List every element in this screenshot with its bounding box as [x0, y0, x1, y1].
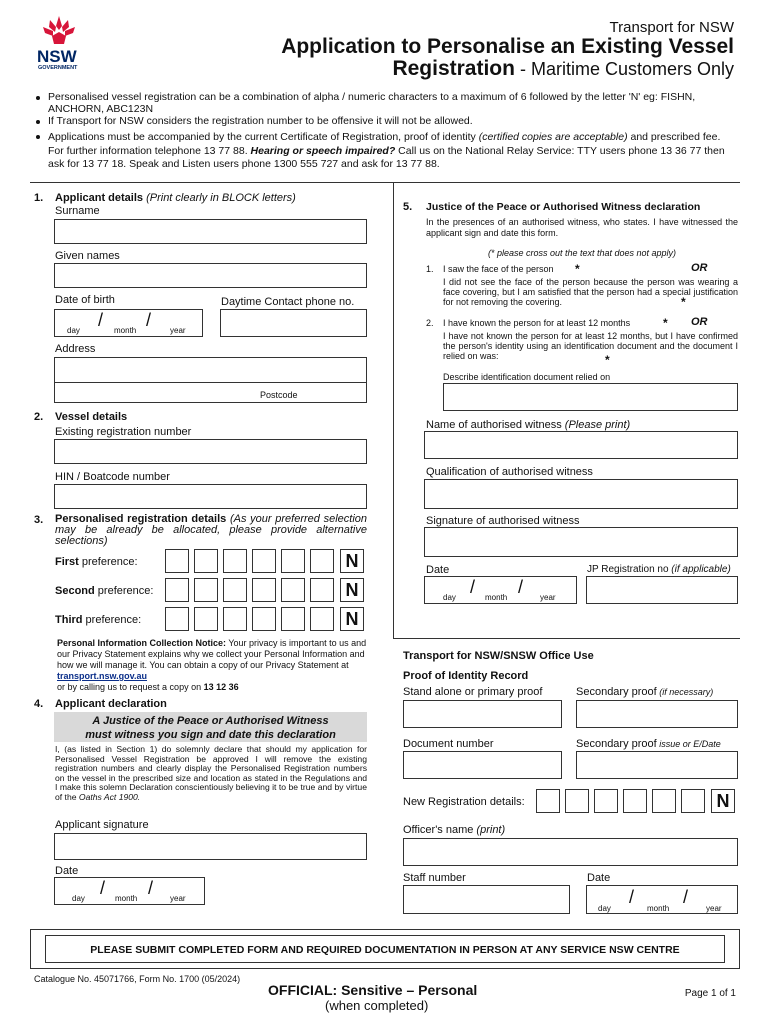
classification: OFFICIAL: Sensitive – Personal [268, 982, 478, 998]
standalone-label: Stand alone or primary proof [403, 686, 543, 698]
option-1b-star: * [681, 295, 686, 309]
secondary2-text: Secondary proof [576, 738, 657, 750]
pref-cell[interactable] [223, 549, 247, 573]
pref-cell[interactable] [281, 549, 305, 573]
hin-field[interactable] [54, 484, 367, 509]
second-pref-suffix: preference: [94, 585, 154, 597]
staff-field[interactable] [403, 885, 570, 914]
pref-cell[interactable] [252, 607, 276, 631]
pref-cell[interactable] [281, 578, 305, 602]
option-2b: I have not known the person for at least 12 months, but I have confirmed the person's identity using an identification document and the document I relied on was: [443, 331, 738, 361]
surname-field[interactable] [54, 219, 367, 244]
pref-cell[interactable] [310, 607, 334, 631]
appl-date-slash-1: / [100, 878, 106, 898]
bullet-dot [36, 120, 40, 124]
off-date-slash-1: / [629, 887, 635, 907]
applicant-details-heading: Applicant details [55, 192, 144, 204]
newreg-n-cell: N [711, 789, 735, 813]
third-pref-label [55, 614, 141, 626]
option-2b-star: * [605, 353, 610, 367]
second-pref-label [55, 585, 153, 597]
jp-reg-field[interactable] [586, 576, 738, 604]
witness-name-text: Name of authorised witness [426, 419, 562, 431]
first-word: First [55, 556, 79, 568]
personalised-note: (As your preferred selection may be already be allocated, please provide alternative selections) [55, 513, 368, 547]
dob-label: Date of birth [55, 294, 115, 306]
section-3-title [55, 514, 367, 547]
privacy-heading: Personal Information Collection Notice: [57, 638, 227, 648]
option-1b: I did not see the face of the person because the person was wearing a face covering, but I am satisfied that the person had a special justification for not removing the covering. [443, 277, 738, 307]
pref-cell[interactable] [165, 607, 189, 631]
privacy-link[interactable]: transport.nsw.gov.au [57, 671, 148, 681]
dob-year: year [170, 326, 186, 335]
pref-cell[interactable] [194, 578, 218, 602]
witness-name-field[interactable] [424, 431, 738, 459]
option-1-or: OR [691, 262, 708, 274]
bullet-3-c: and prescribed fee. For further information telephone 13 77 88. [48, 131, 721, 157]
jp-reg-label [587, 564, 731, 576]
docnum-label: Document number [403, 738, 494, 750]
third-word: Third [55, 614, 83, 626]
privacy-text: Your privacy is important to us and our Privacy Statement explains why we collect your Personal Information and how we will manage it. You can obtain a copy of our Privacy Statement at [57, 638, 367, 670]
pref-cell[interactable] [223, 578, 247, 602]
office-use-heading: Transport for NSW/SNSW Office Use [403, 650, 594, 662]
applicant-signature-field[interactable] [54, 833, 367, 860]
third-pref-suffix: preference: [82, 614, 142, 626]
section-3-num: 3. [34, 514, 44, 526]
pref-n-cell: N [340, 549, 364, 573]
pref-cell[interactable] [194, 549, 218, 573]
header-divider [30, 182, 740, 183]
secondary2-note: issue or E/Date [656, 739, 721, 749]
existing-reg-field[interactable] [54, 439, 367, 464]
privacy-text-2: or by calling us to request a copy on [57, 682, 204, 692]
applicant-date-label: Date [55, 865, 79, 877]
title-maritime: - Maritime Customers Only [514, 59, 734, 79]
witness-date-label: Date [426, 564, 450, 576]
wit-date-day: day [443, 593, 456, 602]
wit-date-year: year [540, 593, 556, 602]
submit-banner-outer [30, 929, 740, 969]
officer-field[interactable] [403, 838, 738, 866]
wit-date-slash-2: / [518, 577, 524, 597]
pref-cell[interactable] [252, 578, 276, 602]
section-1-title [55, 192, 296, 204]
waratah-icon [34, 14, 84, 48]
off-date-slash-2: / [683, 887, 689, 907]
existing-reg-label: Existing registration number [55, 426, 192, 438]
first-pref-label [55, 556, 138, 568]
page-title-line2 [392, 59, 734, 79]
catalogue-number: Catalogue No. 45071766, Form No. 1700 (05/2024) [34, 974, 241, 984]
witness-qual-label: Qualification of authorised witness [426, 466, 593, 478]
cross-out-note: (* please cross out the text that does not apply) [487, 248, 677, 258]
address-label: Address [55, 343, 96, 355]
bullet-dot [36, 135, 40, 139]
applicant-details-note: (Print clearly in BLOCK letters) [143, 192, 296, 204]
pref-n-cell: N [340, 607, 364, 631]
appl-date-day: day [72, 894, 85, 903]
pref-cell[interactable] [223, 607, 247, 631]
bullet-3-d: Hearing or speech impaired? [250, 144, 396, 157]
off-date-day: day [598, 904, 611, 913]
appl-date-year: year [170, 894, 186, 903]
phone-label: Daytime Contact phone no. [221, 296, 355, 308]
classification-note: (when completed) [325, 998, 429, 1013]
pref-cell[interactable] [165, 549, 189, 573]
given-names-label: Given names [55, 250, 120, 262]
option-1a: I saw the face of the person [443, 264, 554, 274]
office-date-label: Date [587, 872, 611, 884]
witness-qual-field[interactable] [424, 479, 738, 509]
submit-banner-inner [45, 935, 725, 963]
off-date-month: month [647, 904, 670, 913]
declaration-body: I, (as listed in Section 1) do solemnly declare that should my application for Personalised Vessel Registration be approved I will remove the existing registration numbers and clearly display the Personalised Registration numbers on the vessel in the prescribed size and location as stated in the Regulations and I make this solemn Declaration conscientiously believing it to be true and by virtue of the [55, 744, 367, 802]
dob-slash-2: / [146, 310, 152, 330]
witness-name-label [426, 419, 630, 431]
jp-heading: Justice of the Peace or Authorised Witness declaration [426, 201, 701, 213]
witness-sig-label: Signature of authorised witness [426, 515, 580, 527]
title-registration: Registration [392, 57, 515, 80]
officer-text: Officer's name [403, 824, 474, 836]
bullet-3-e: Call us on the National Relay Service: TTY users phone 13 36 77 then ask for 13 77 18. Speak and Listen users phone 1300 555 727 and ask for 13 77 88. [48, 144, 725, 170]
bullet-1: Personalised vessel registration can be a combination of alpha / numeric characters to a maximum of 6 followed by the letter 'N' eg: FISHN, ANCHORN, ABC123N [48, 91, 696, 115]
secondary-text: Secondary proof [576, 686, 657, 698]
postcode-label: Postcode [260, 390, 298, 400]
address-field[interactable] [54, 357, 367, 403]
pref-cell[interactable] [310, 578, 334, 602]
describe-doc-field[interactable] [443, 383, 738, 411]
witness-banner-line2: must witness you sign and date this declaration [85, 729, 336, 741]
page-number: Page 1 of 1 [684, 988, 736, 999]
witness-banner [54, 712, 367, 742]
second-word: Second [55, 585, 95, 597]
privacy-phone: 13 12 36 [203, 682, 239, 692]
bullet-3-b: (certified copies are acceptable) [478, 131, 628, 143]
jp-reg-note: (if applicable) [668, 564, 731, 575]
phone-field[interactable] [220, 309, 367, 337]
section-4-num: 4. [34, 698, 44, 710]
option-1a-star: * [575, 262, 580, 276]
nsw-logo [34, 14, 84, 70]
first-pref-suffix: preference: [78, 556, 138, 568]
secondary2-field[interactable] [576, 751, 738, 779]
witness-name-note: (Please print) [561, 419, 631, 431]
privacy-notice [57, 638, 369, 693]
newreg-cell[interactable] [594, 789, 618, 813]
officer-label [403, 824, 505, 836]
staff-label: Staff number [403, 872, 466, 884]
option-2a: I have known the person for at least 12 months [443, 318, 631, 328]
describe-doc-label: Describe identification document relied on [443, 372, 611, 382]
secondary2-label [576, 738, 721, 750]
witness-sig-field[interactable] [424, 527, 738, 557]
secondary-label [576, 686, 713, 698]
declaration-heading: Applicant declaration [55, 698, 167, 710]
newreg-cell[interactable] [536, 789, 560, 813]
option-2-num: 2. [426, 318, 434, 328]
given-names-field[interactable] [54, 263, 367, 288]
appl-date-month: month [115, 894, 138, 903]
pref-cell[interactable] [165, 578, 189, 602]
newreg-cell[interactable] [681, 789, 705, 813]
section-2-num: 2. [34, 411, 44, 423]
off-date-year: year [706, 904, 722, 913]
dob-month: month [114, 326, 137, 335]
option-2-or: OR [691, 316, 708, 328]
pref-cell[interactable] [252, 549, 276, 573]
poi-heading: Proof of Identity Record [403, 670, 529, 682]
page-title-line1: Application to Personalise an Existing Vessel [281, 35, 734, 58]
pref-n-cell: N [340, 578, 364, 602]
address-line-divider [54, 382, 367, 383]
witness-banner-line1: A Justice of the Peace or Authorised Witness [92, 715, 329, 727]
secondary-field[interactable] [576, 700, 738, 728]
newreg-cell[interactable] [565, 789, 589, 813]
vessel-details-heading: Vessel details [55, 411, 128, 423]
newreg-label: New Registration details: [403, 796, 525, 808]
bullet-2: If Transport for NSW considers the registration number to be offensive it will not be allowed. [48, 115, 473, 127]
pref-cell[interactable] [281, 607, 305, 631]
newreg-cell[interactable] [623, 789, 647, 813]
pref-cell[interactable] [194, 607, 218, 631]
standalone-field[interactable] [403, 700, 562, 728]
hin-label: HIN / Boatcode number [55, 471, 170, 483]
option-2a-star: * [663, 316, 668, 330]
wit-date-slash-1: / [470, 577, 476, 597]
pref-cell[interactable] [310, 549, 334, 573]
section-1-num: 1. [34, 192, 44, 204]
oaths-act: Oaths Act 1900. [78, 791, 141, 802]
dob-day: day [67, 326, 80, 335]
submit-banner-text: PLEASE SUBMIT COMPLETED FORM AND REQUIRED DOCUMENTATION IN PERSON AT ANY SERVICE NSW CENTRE [90, 944, 680, 956]
appl-date-slash-2: / [148, 878, 154, 898]
newreg-cell[interactable] [652, 789, 676, 813]
section-5-num: 5. [403, 201, 413, 213]
officer-note: (print) [473, 824, 506, 836]
applicant-signature-label: Applicant signature [55, 819, 149, 831]
jp-intro: In the presences of an authorised witness, who states. I have witnessed the applicant sign and date this form. [426, 217, 738, 238]
logo-sub: GOVERNMENT [38, 65, 78, 71]
bullet-3-a: Applications must be accompanied by the current Certificate of Registration, proof of identity [48, 131, 479, 143]
office-divider [393, 638, 740, 639]
personalised-heading: Personalised registration details [55, 513, 227, 525]
logo-wordmark: NSW [37, 47, 77, 66]
jp-reg-text: JP Registration no [587, 564, 669, 575]
column-divider [393, 183, 394, 638]
secondary-note: (if necessary) [656, 687, 714, 697]
bullet-dot [36, 96, 40, 100]
surname-label: Surname [55, 205, 100, 217]
docnum-field[interactable] [403, 751, 562, 779]
option-1-num: 1. [426, 264, 434, 274]
dob-slash-1: / [98, 310, 104, 330]
wit-date-month: month [485, 593, 508, 602]
agency-name: Transport for NSW [609, 19, 734, 36]
bullet-3 [48, 131, 738, 172]
declaration-text [55, 745, 367, 802]
